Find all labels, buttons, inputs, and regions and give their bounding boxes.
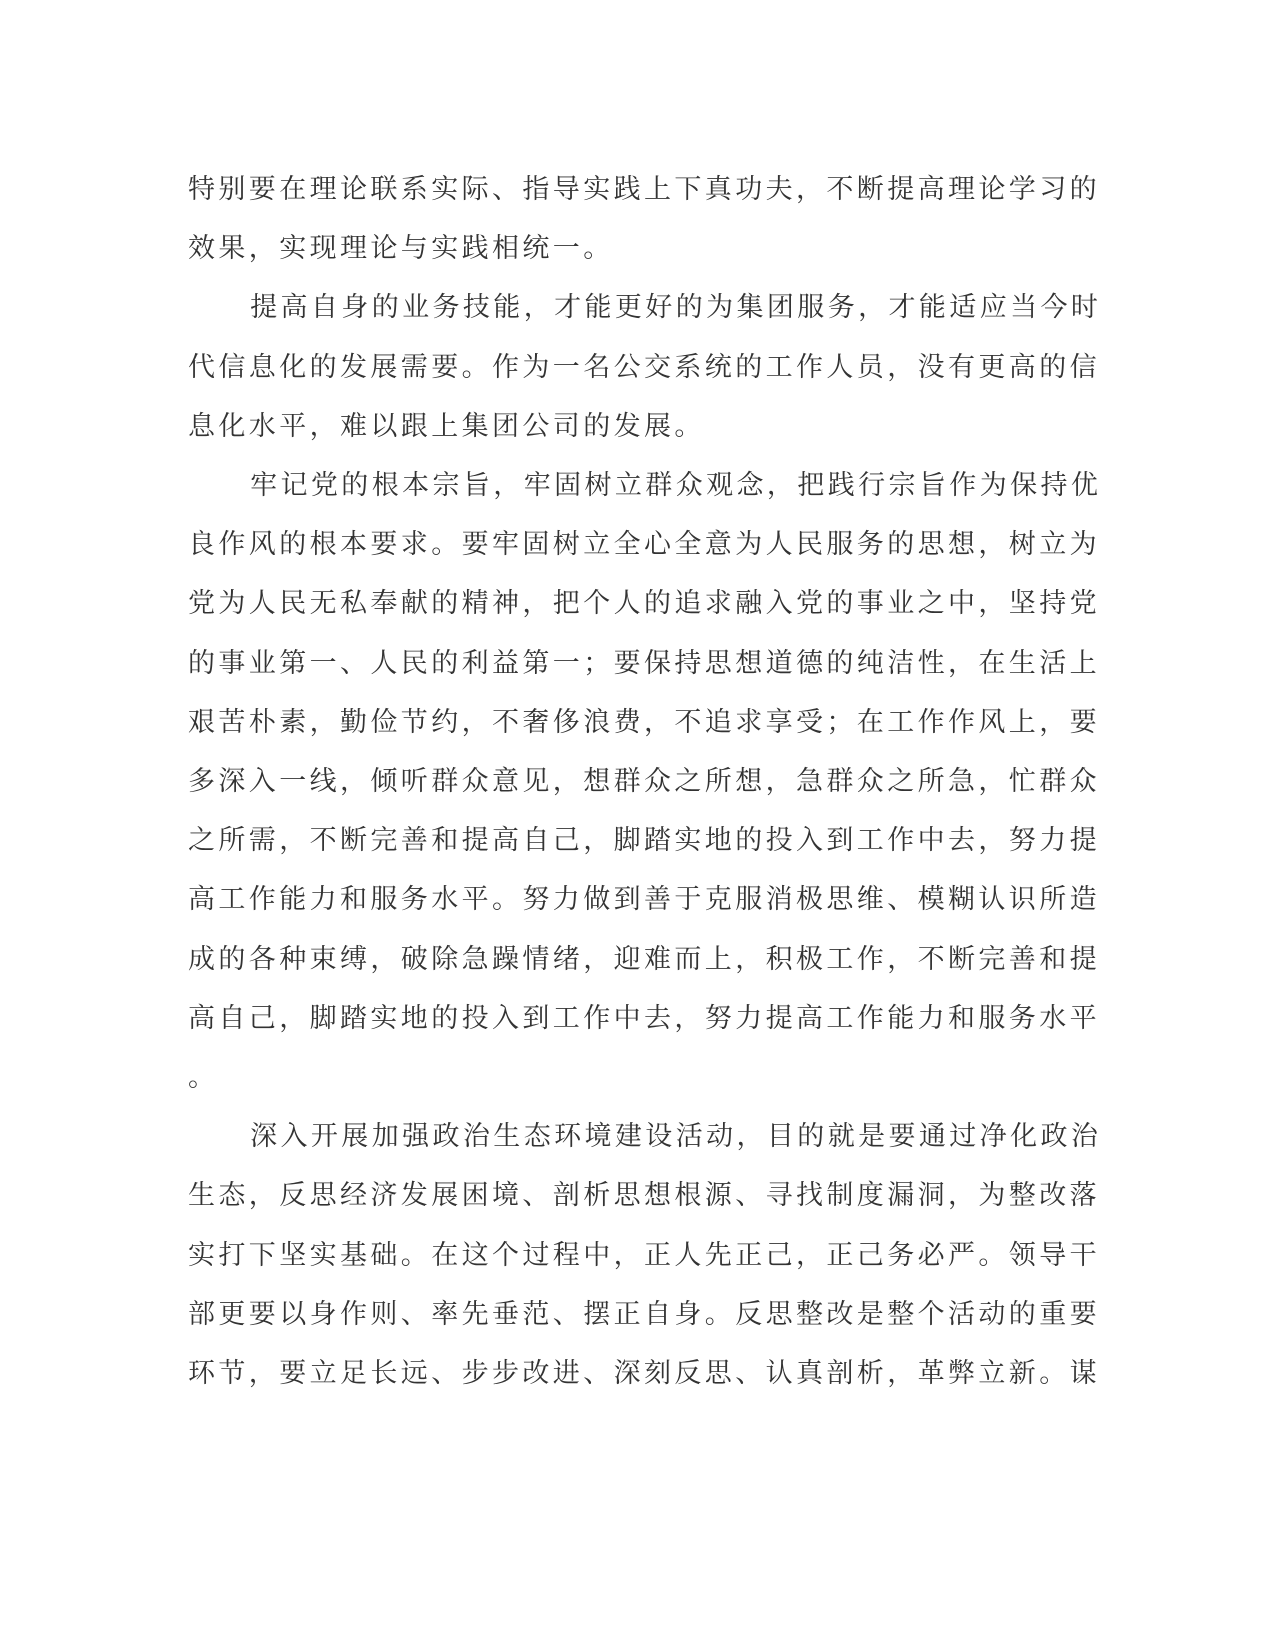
text-line: 。 — [188, 1062, 219, 1094]
text-line: 高自己，脚踏实地的投入到工作中去，努力提高工作能力和服务水平 — [188, 1002, 1100, 1034]
text-line: 息化水平，难以跟上集团公司的发展。 — [188, 410, 705, 442]
text-line: 多深入一线，倾听群众意见，想群众之所想，急群众之所急，忙群众 — [188, 766, 1100, 798]
body-text — [188, 160, 1102, 1403]
text-line: 提高自身的业务技能，才能更好的为集团服务，才能适应当今时 — [250, 292, 1102, 324]
text-line: 的事业第一、人民的利益第一；要保持思想道德的纯洁性，在生活上 — [188, 647, 1100, 679]
paragraph-3 — [188, 456, 1102, 1107]
text-line: 深入开展加强政治生态环境建设活动，目的就是要通过净化政治 — [250, 1121, 1102, 1153]
text-line: 效果，实现理论与实践相统一。 — [188, 233, 614, 265]
text-line: 代信息化的发展需要。作为一名公交系统的工作人员，没有更高的信 — [188, 351, 1100, 383]
text-line: 艰苦朴素，勤俭节约，不奢侈浪费，不追求享受；在工作作风上，要 — [188, 706, 1100, 738]
text-line: 之所需，不断完善和提高自己，脚踏实地的投入到工作中去，努力提 — [188, 825, 1100, 857]
text-line: 特别要在理论联系实际、指导实践上下真功夫，不断提高理论学习的 — [188, 174, 1100, 205]
text-line: 环节，要立足长远、步步改进、深刻反思、认真剖析，革弊立新。谋 — [188, 1358, 1100, 1390]
paragraph-1 — [188, 160, 1100, 278]
text-line: 成的各种束缚，破除急躁情绪，迎难而上，积极工作，不断完善和提 — [188, 943, 1100, 975]
text-line: 实打下坚实基础。在这个过程中，正人先正己，正己务必严。领导干 — [188, 1239, 1100, 1271]
text-line: 牢记党的根本宗旨，牢固树立群众观念，把践行宗旨作为保持优 — [250, 470, 1102, 502]
text-line: 高工作能力和服务水平。努力做到善于克服消极思维、模糊认识所造 — [188, 884, 1100, 916]
text-line: 党为人民无私奉献的精神，把个人的追求融入党的事业之中，坚持党 — [188, 588, 1100, 620]
paragraph-4 — [188, 1107, 1102, 1403]
text-line: 良作风的根本要求。要牢固树立全心全意为人民服务的思想，树立为 — [188, 529, 1100, 561]
paragraph-2 — [188, 278, 1102, 456]
text-line: 部更要以身作则、率先垂范、摆正自身。反思整改是整个活动的重要 — [188, 1298, 1100, 1330]
text-line: 生态，反思经济发展困境、剖析思想根源、寻找制度漏洞，为整改落 — [188, 1180, 1100, 1212]
